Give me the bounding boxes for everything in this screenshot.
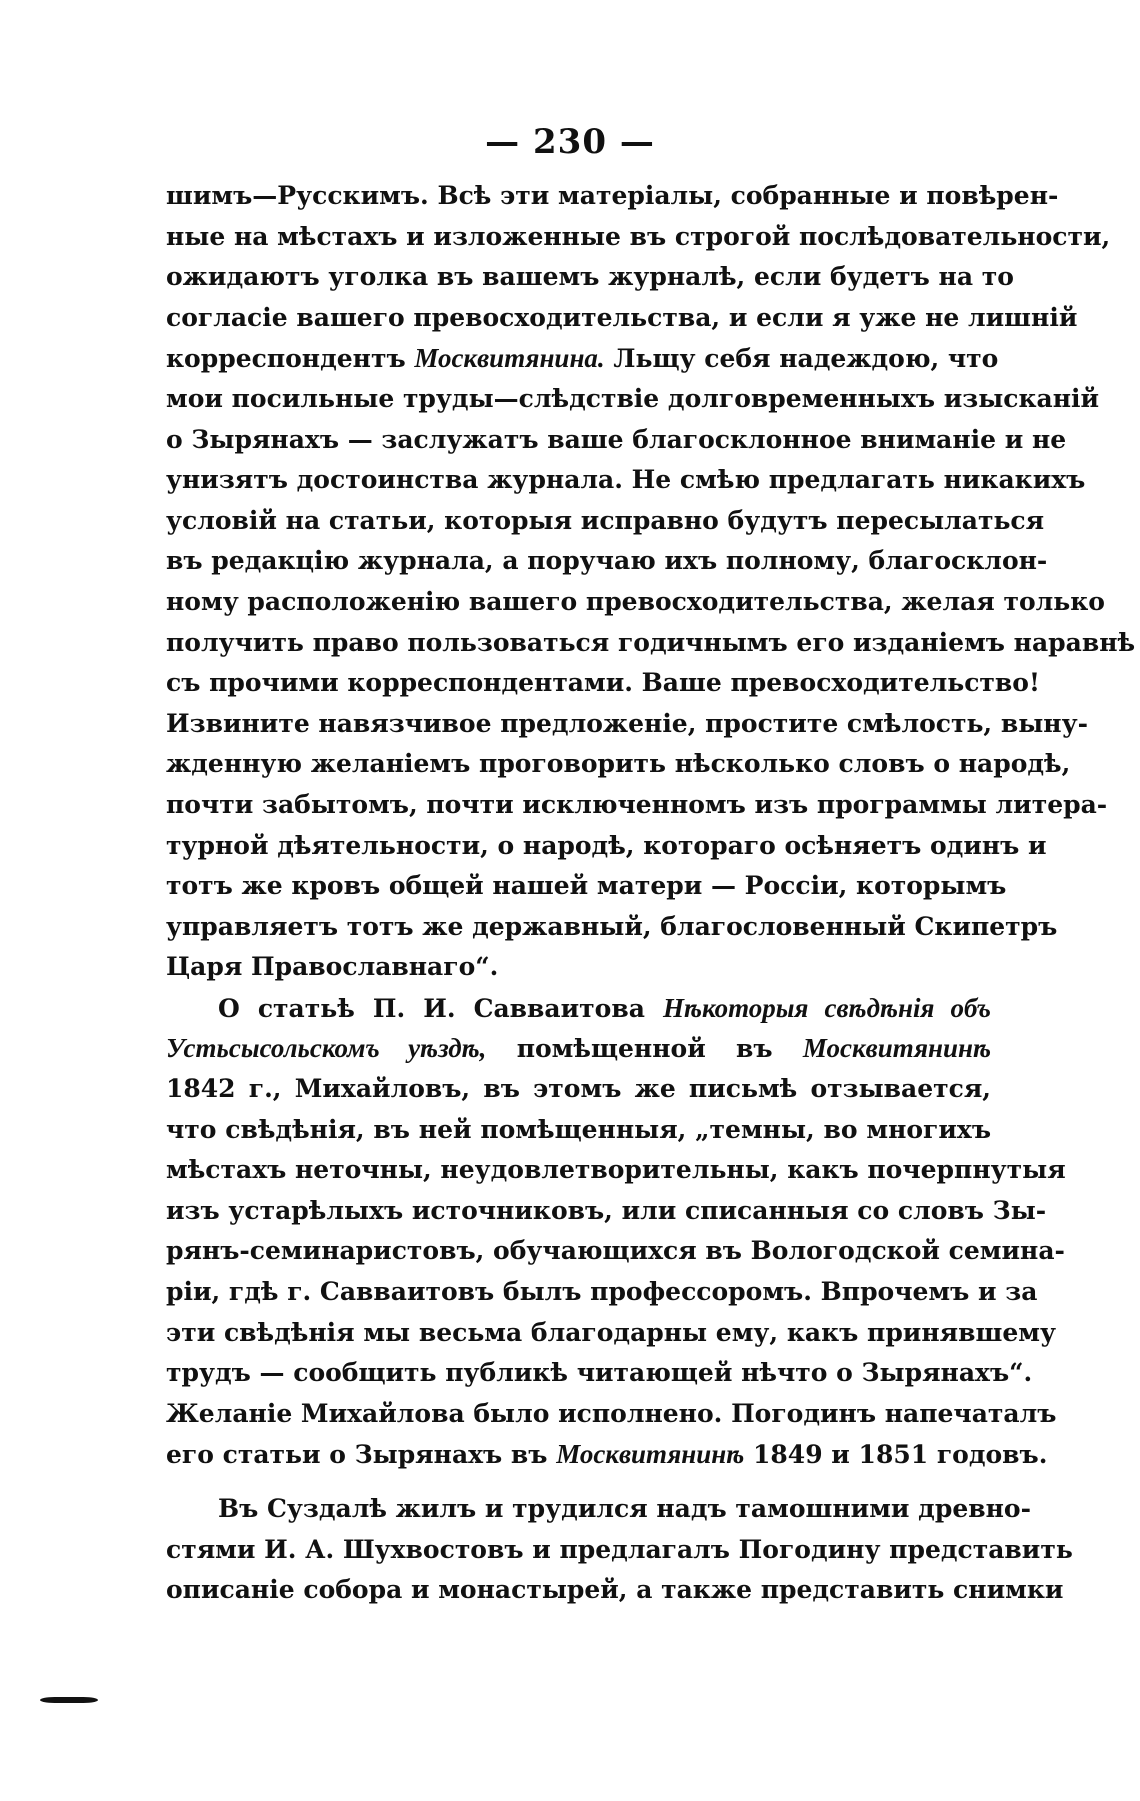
- text-run: изъ устарѣлыхъ источниковъ, или списанныя со словъ Зы-: [166, 1195, 1047, 1225]
- text-line: [166, 541, 1048, 582]
- text-line: [166, 582, 1105, 623]
- text-run: турной дѣятельности, о народѣ, котораго осѣняетъ одинъ и: [166, 830, 1047, 860]
- text-line: [166, 257, 1014, 298]
- text-line: [166, 866, 1007, 907]
- text-run: мои посильные труды—слѣдствіе долговременныхъ изысканій: [166, 383, 1100, 413]
- text-line: [166, 1231, 1065, 1272]
- text-run: мѣстахъ неточны, неудовлетворительны, какъ почерпнутыя: [166, 1155, 1066, 1185]
- text-line: [166, 704, 1088, 745]
- text-run: жденную желаніемъ проговорить нѣсколько словъ о народѣ,: [166, 749, 1071, 779]
- text-run: О статьѣ П. И. Савваитова: [218, 993, 663, 1023]
- text-run: помѣщенной въ: [486, 1034, 803, 1064]
- text-run: описаніе собора и монастырей, а также представить снимки: [166, 1575, 1064, 1605]
- text-line: [166, 947, 991, 988]
- text-run: стями И. А. Шухвостовъ и предлагалъ Погодину представить: [166, 1534, 1073, 1564]
- text-line: [166, 1353, 1033, 1394]
- text-line: [166, 176, 1059, 217]
- italic-title: Нѣкоторыя свѣдѣнія объ: [662, 992, 991, 1023]
- text-run: Извините навязчивое предложеніе, простите смѣлость, выну-: [166, 708, 1088, 738]
- text-line: [166, 1530, 1073, 1571]
- text-run: тотъ же кровъ общей нашей матери — Россіи, которымъ: [166, 871, 1007, 901]
- text-line: [166, 1150, 1066, 1191]
- text-run: получить право пользоваться годичнымъ его изданіемъ наравнѣ: [166, 627, 1136, 657]
- text-line: [166, 663, 1040, 704]
- text-line: [166, 1028, 991, 1069]
- text-run: условій на статьи, которыя исправно будутъ пересылаться: [166, 505, 1045, 535]
- margin-ink-mark: [40, 1697, 98, 1703]
- text-line: [166, 623, 1136, 664]
- text-line: [166, 1272, 1038, 1313]
- text-run: 1849 и 1851 годовъ.: [744, 1440, 1048, 1470]
- text-line: [166, 907, 1058, 948]
- text-run: ные на мѣстахъ и изложенные въ строгой послѣдовательности,: [166, 221, 1111, 251]
- text-run: ріи, гдѣ г. Савваитовъ былъ профессоромъ. Впрочемъ и за: [166, 1277, 1038, 1307]
- text-run: корреспондентъ: [166, 344, 415, 374]
- text-line: [166, 1313, 1056, 1354]
- italic-title: Москвитянинѣ: [556, 1439, 745, 1470]
- text-run: въ редакцію журнала, а поручаю ихъ полному, благосклон-: [166, 546, 1048, 576]
- text-run: согласіе вашего превосходительства, и если я уже не лишній: [166, 302, 1078, 332]
- text-run: унизятъ достоинства журнала. Не смѣю предлагать никакихъ: [166, 465, 1086, 495]
- text-run: ному расположенію вашего превосходительства, желая только: [166, 586, 1105, 616]
- text-run: Въ Суздалѣ жилъ и трудился надъ тамошними древно-: [218, 1494, 1031, 1523]
- text-run: управляетъ тотъ же державный, благословенный Скипетръ: [166, 911, 1058, 941]
- text-run: что свѣдѣнія, въ ней помѣщенныя, „темны, во многихъ: [166, 1114, 991, 1144]
- text-run: эти свѣдѣнія мы весьма благодарны ему, какъ принявшему: [166, 1317, 1056, 1347]
- text-line: [166, 744, 1071, 785]
- text-line: [166, 1110, 991, 1151]
- text-line: [166, 1191, 1047, 1232]
- text-line: [166, 1394, 1057, 1435]
- text-line: [166, 826, 1047, 867]
- text-run: его статьи о Зырянахъ въ: [166, 1440, 557, 1470]
- text-line: [166, 298, 1078, 339]
- text-line: [166, 501, 1045, 542]
- text-run: съ прочими корреспондентами. Ваше превосходительство!: [166, 668, 1040, 698]
- text-line: [166, 1570, 1064, 1611]
- text-run: 1842 г., Михайловъ, въ этомъ же письмѣ отзывается,: [166, 1074, 991, 1104]
- text-run: шимъ—Русскимъ. Всѣ эти матеріалы, собранные и повѣрен-: [166, 181, 1059, 210]
- italic-title: Москвитянина.: [414, 343, 605, 374]
- text-line: [166, 420, 1067, 461]
- text-line: [166, 217, 1111, 258]
- text-run: почти забытомъ, почти исключенномъ изъ программы литера-: [166, 789, 1108, 819]
- text-run: о Зырянахъ — заслужатъ ваше благосклонное вниманіе и не: [166, 424, 1067, 454]
- text-line: [166, 785, 1108, 826]
- text-run: Льщу себя надеждою, что: [604, 344, 999, 374]
- text-line: [166, 1489, 1031, 1530]
- text-line: [166, 1069, 991, 1110]
- text-run: трудъ — сообщить публикѣ читающей нѣчто о Зырянахъ“.: [166, 1358, 1033, 1388]
- italic-title: Москвитянинѣ: [802, 1033, 991, 1064]
- text-line: [166, 460, 1086, 501]
- paragraph-gap: [166, 1475, 991, 1489]
- text-line: [166, 1434, 1048, 1475]
- text-line: [166, 988, 991, 1029]
- text-line: [166, 338, 999, 379]
- text-run: Желаніе Михайлова было исполнено. Погодинъ напечаталъ: [166, 1398, 1057, 1428]
- text-run: рянъ-семинаристовъ, обучающихся въ Вологодской семина-: [166, 1236, 1065, 1266]
- page-number: — 230 —: [485, 122, 655, 162]
- text-run: ожидаютъ уголка въ вашемъ журналѣ, если будетъ на то: [166, 262, 1014, 292]
- text-run: Царя Православнаго“.: [166, 952, 499, 982]
- italic-title: Устьсысольскомъ уѣздѣ,: [166, 1033, 487, 1064]
- body-text: [166, 176, 1136, 1611]
- text-line: [166, 379, 1100, 420]
